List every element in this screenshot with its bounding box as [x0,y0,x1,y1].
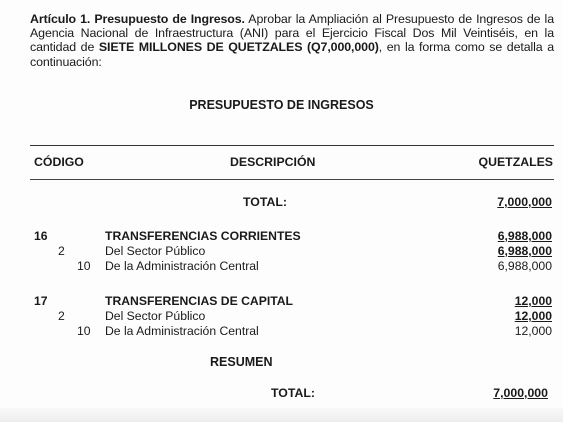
article-text-before: Aprobar la Ampliación al Presupuesto de Ingresos de la Agencia Nacional de Infraestructura (ANI) para el Ejercicio Fiscal Dos Mil Veintiséis, en la cantidad de [30,12,555,55]
article-amount-words: SIETE MILLONES DE QUETZALES (Q7,000,000) [98,40,379,55]
column-header-quetzales: QUETZALES [478,155,553,169]
table-top-rule [30,145,554,146]
column-header-codigo: CÓDIGO [34,155,84,169]
row-code: 17 [34,294,48,308]
column-header-descripcion: DESCRIPCIÓN [230,155,316,169]
table-row [0,244,563,258]
table-row [0,259,563,273]
row-code: 16 [34,229,48,243]
row-amount: 6,988,000 [497,229,552,243]
row-amount: 6,988,000 [497,259,552,273]
row-description: Del Sector Público [105,309,206,323]
table-row [0,309,563,323]
row-description: De la Administración Central [105,324,259,338]
table-row [0,324,563,338]
summary-total-label: TOTAL: [271,386,315,400]
article-label: Artículo 1. Presupuesto de Ingresos. [30,12,245,26]
budget-title: PRESUPUESTO DE INGRESOS [189,98,374,112]
row-code: 2 [58,309,65,323]
budget-total-amount: 7,000,000 [497,195,552,209]
row-description: TRANSFERENCIAS CORRIENTES [105,229,301,243]
row-code: 10 [77,324,91,338]
row-amount: 12,000 [514,324,552,338]
row-code: 10 [77,259,91,273]
table-row [0,229,563,243]
budget-total-label: TOTAL: [243,195,287,209]
article-paragraph [30,12,554,69]
row-amount: 6,988,000 [497,244,552,258]
summary-title: RESUMEN [210,355,273,369]
row-description: Del Sector Público [105,244,206,258]
row-amount: 12,000 [514,294,552,308]
page-bottom-shadow [0,408,563,422]
table-row [0,294,563,308]
table-header-rule [30,179,554,180]
row-description: De la Administración Central [105,259,259,273]
row-code: 2 [58,244,65,258]
row-amount: 12,000 [514,309,552,323]
summary-total-amount: 7,000,000 [493,386,548,400]
row-description: TRANSFERENCIAS DE CAPITAL [105,294,294,308]
article-text-after: , en la forma como se detalla a continuación: [30,40,555,69]
